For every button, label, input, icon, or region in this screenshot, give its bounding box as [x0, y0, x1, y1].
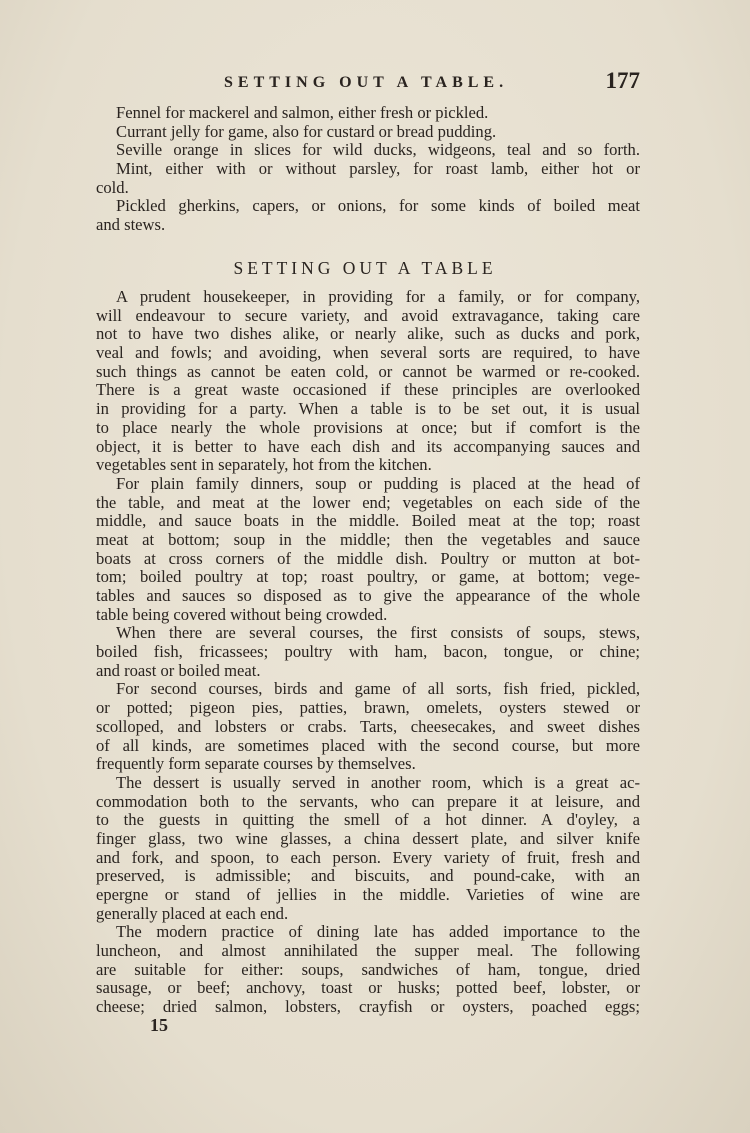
text-line: the table, and meat at the lower end; vegetables on each side of the [96, 492, 640, 512]
text-line: meat at bottom; soup in the middle; then the vegetables and sauce [96, 529, 640, 549]
text-line: cold. [96, 177, 129, 197]
text-line: When there are several courses, the first consists of soups, stews, [116, 623, 640, 643]
text-line: cheese; dried salmon, lobsters, crayfish or oysters, poached eggs; [96, 997, 640, 1017]
text-line: The dessert is usually served in another room, which is a great ac- [116, 772, 640, 792]
text-line: epergne or stand of jellies in the middle. Varieties of wine are [96, 885, 640, 904]
text-line: are suitable for either: soups, sandwiches of ham, tongue, dried [96, 959, 640, 979]
text-line: There is a great waste occasioned if these principles are overlooked [96, 380, 640, 400]
text-line: object, it is better to have each dish and its accompanying sauces and [96, 436, 640, 456]
text-line: tom; boiled poultry at top; roast poultry, or game, at bottom; vege- [96, 567, 640, 587]
text-line: generally placed at each end. [96, 903, 289, 923]
text-line: preserved, is admissible; and biscuits, and pound-cake, with an [96, 866, 640, 886]
text-line: boats at cross corners of the middle dish. Poultry or mutton at bot- [96, 548, 640, 568]
text-line: finger glass, two wine glasses, a china dessert plate, and silver knife [96, 828, 640, 848]
text-line: For plain family dinners, soup or pudding is placed at the head of [116, 473, 640, 493]
text-line: of all kinds, are sometimes placed with the second course, but more [96, 735, 640, 755]
text-line: and fork, and spoon, to each person. Every variety of fruit, fresh and [96, 847, 640, 867]
text-line: vegetables sent in separately, hot from the kitchen. [96, 455, 432, 475]
text-line: such things as cannot be eaten cold, or cannot be warmed or re-cooked. [96, 361, 640, 381]
condiment-list [96, 104, 640, 235]
text-line: not to have two dishes alike, or nearly alike, such as ducks and pork, [96, 324, 640, 344]
text-line: tables and sauces so disposed as to give the appearance of the whole [96, 586, 640, 605]
text-line: sausage, or beef; anchovy, toast or husks; potted beef, lobster, or [96, 978, 640, 998]
text-line: middle, and sauce boats in the middle. Boiled meat at the top; roast [96, 511, 640, 531]
text-line: and roast or boiled meat. [96, 660, 261, 680]
text-line: The modern practice of dining late has added importance to the [116, 922, 640, 942]
text-line: and stews. [96, 215, 166, 235]
text-line: table being covered without being crowded. [96, 604, 388, 624]
body-text [96, 288, 640, 1017]
text-line: frequently form separate courses by themselves. [96, 754, 416, 774]
page-number: 177 [605, 68, 640, 93]
text-line: Fennel for mackerel and salmon, either fresh or pickled. [116, 103, 489, 122]
signature-mark: 15 [150, 1015, 168, 1035]
text-line: to the guests in quitting the smell of a hot dinner. A d'oyley, a [96, 810, 640, 830]
text-line: boiled fish, fricassees; poultry with ham, bacon, tongue, or chine; [96, 642, 640, 662]
text-line: Pickled gherkins, capers, or onions, for some kinds of boiled meat [116, 196, 640, 216]
text-line: veal and fowls; and avoiding, when several sorts are required, to have [96, 343, 640, 363]
text-line: or potted; pigeon pies, patties, brawn, omelets, oysters stewed or [96, 698, 640, 718]
running-title: SETTING OUT A TABLE. [224, 74, 509, 91]
text-line: For second courses, birds and game of all sorts, fish fried, pickled, [116, 679, 640, 699]
text-line: Currant jelly for game, also for custard or bread pudding. [116, 121, 497, 141]
text-line: commodation both to the servants, who can prepare it at leisure, and [96, 791, 640, 811]
text-line: Mint, either with or without parsley, for roast lamb, either hot or [116, 159, 640, 179]
text-line: in providing for a party. When a table is to be set out, it is usual [96, 399, 640, 419]
text-line: luncheon, and almost annihilated the supper meal. The following [96, 941, 640, 961]
text-line: to place nearly the whole provisions at once; but if comfort is the [96, 417, 640, 437]
text-line: will endeavour to secure variety, and avoid extravagance, taking care [96, 305, 640, 325]
section-heading: SETTING OUT A TABLE [233, 258, 497, 278]
text-line: A prudent housekeeper, in providing for a family, or for company, [116, 287, 640, 306]
running-head [96, 68, 640, 100]
text-line: Seville orange in slices for wild ducks, widgeons, teal and so forth. [116, 140, 640, 160]
text-line: scolloped, and lobsters or crabs. Tarts, cheesecakes, and sweet dishes [96, 716, 640, 736]
